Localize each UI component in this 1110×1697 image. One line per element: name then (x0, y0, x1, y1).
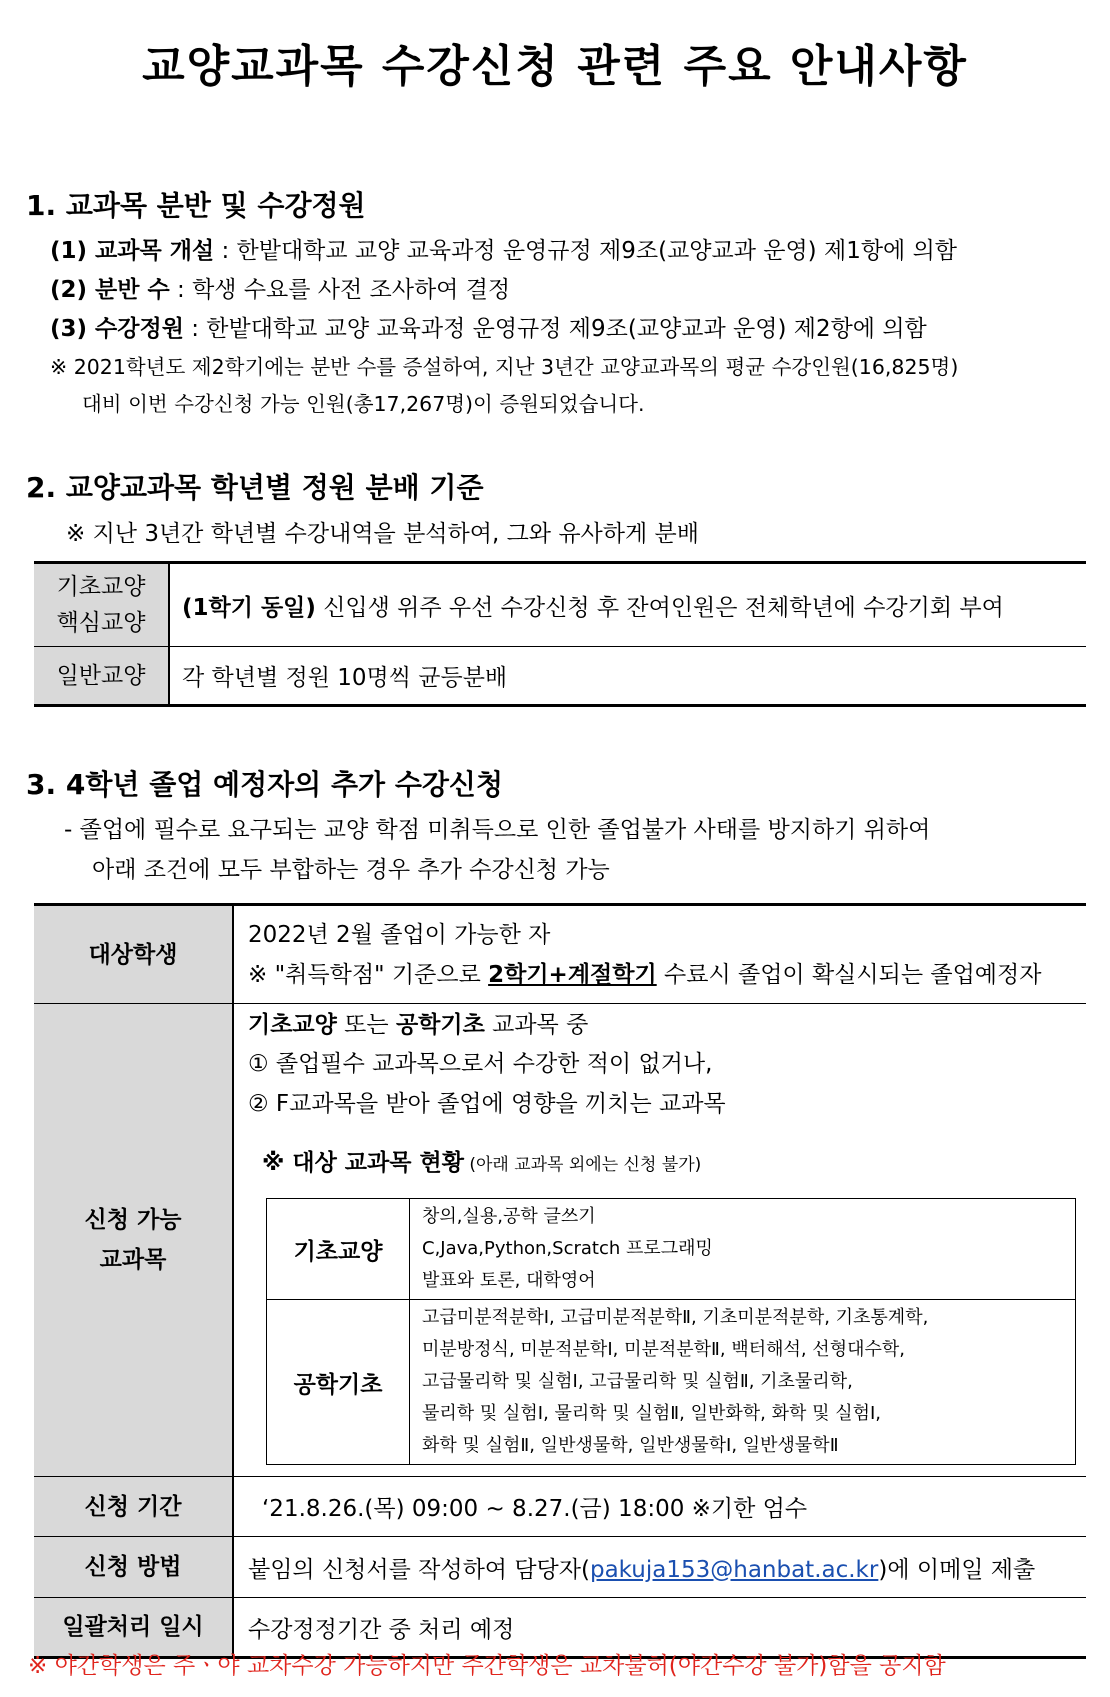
courses-line-3: ② F교과목을 받아 졸업에 영향을 끼치는 교과목 (248, 1091, 726, 1117)
section-1-item-3 (50, 310, 927, 343)
label-line: 교과목 (99, 1247, 167, 1273)
course-list-table (266, 1198, 1076, 1465)
text: 또는 (336, 1012, 396, 1038)
section-3-heading: 3. 4학년 졸업 예정자의 추가 수강신청 (26, 768, 504, 801)
grade-distribution-table (34, 561, 1086, 707)
row-label: 일반교양 (34, 647, 169, 706)
category-courses (410, 1199, 1076, 1300)
eng-emphasis: 공학기초 (395, 1012, 485, 1038)
value-text: 신입생 위주 우선 수강신청 후 잔여인원은 전체학년에 수강기회 부여 (315, 594, 1004, 621)
label-core: 핵심교양 (56, 610, 146, 636)
row-value (169, 563, 1086, 647)
target-value (233, 905, 1086, 1004)
courses-subheading (262, 1146, 1085, 1182)
additional-registration-table (34, 903, 1086, 1659)
category-courses (410, 1300, 1076, 1465)
row-value: 각 학년별 정원 10명씩 균등분배 (169, 647, 1086, 706)
courses-line-1 (248, 1006, 1085, 1044)
item-label: (3) 수강정원 (50, 316, 184, 342)
row-label (34, 563, 169, 647)
section-1-heading: 1. 교과목 분반 및 수강정원 (26, 189, 366, 222)
section-1-note-2: 대비 이번 수강신청 가능 인원(총17,267명)이 증원되었습니다. (82, 392, 645, 416)
item-text: : 한밭대학교 교양 교육과정 운영규정 제9조(교양교과 운영) 제1항에 의함 (214, 238, 958, 264)
course-line: 물리학 및 실험Ⅰ, 물리학 및 실험Ⅱ, 일반화학, 화학 및 실험Ⅰ, (422, 1403, 882, 1424)
footer-notice: ※ 야간학생은 주ㆍ야 교차수강 가능하지만 주간학생은 교차불허(야간수강 불가)함을 공지함 (28, 1653, 946, 1679)
section-1-item-2 (50, 271, 510, 304)
section-1-note-1: ※ 2021학년도 제2학기에는 분반 수를 증설하여, 지난 3년간 교양교과목의 평균 수강인원(16,825명) (50, 355, 959, 379)
method-value (233, 1537, 1086, 1598)
text: 수료시 졸업이 확실시되는 졸업예정자 (656, 961, 1042, 988)
text: 붙임의 신청서를 작성하여 담당자( (248, 1556, 590, 1583)
section-1-item-1 (50, 232, 957, 265)
section-3-desc-1: - 졸업에 필수로 요구되는 교양 학점 미취득으로 인한 졸업불가 사태를 방지하기 위하여 (64, 817, 931, 843)
text: )에 이메일 제출 (878, 1556, 1036, 1583)
table-row (267, 1300, 1076, 1465)
process-label: 일괄처리 일시 (34, 1598, 233, 1658)
target-label: 대상학생 (34, 905, 233, 1004)
target-line-1: 2022년 2월 졸업이 가능한 자 (248, 921, 551, 948)
section-3-desc-2: 아래 조건에 모두 부합하는 경우 추가 수강신청 가능 (92, 857, 610, 883)
course-line: 고급물리학 및 실험Ⅰ, 고급물리학 및 실험Ⅱ, 기초물리학, (422, 1371, 853, 1392)
course-line: 화학 및 실험Ⅱ, 일반생물학, 일반생물학Ⅰ, 일반생물학Ⅱ (422, 1435, 839, 1456)
category-label: 기초교양 (267, 1199, 410, 1300)
method-label: 신청 방법 (34, 1537, 233, 1598)
table-row (34, 1537, 1086, 1598)
basic-emphasis: 기초교양 (248, 1012, 337, 1038)
category-label: 공학기초 (267, 1300, 410, 1465)
item-label: (1) 교과목 개설 (50, 238, 215, 264)
semester-emphasis: 2학기+계절학기 (488, 961, 657, 988)
table-row (34, 1004, 1086, 1477)
label-line: 신청 가능 (84, 1207, 182, 1233)
item-label: (2) 분반 수 (50, 277, 170, 303)
courses-label (34, 1004, 233, 1477)
period-label: 신청 기간 (34, 1477, 233, 1537)
table-row (34, 905, 1086, 1004)
period-value: ‘21.8.26.(목) 09:00 ~ 8.27.(금) 18:00 ※기한 엄수 (233, 1477, 1086, 1537)
page-title: 교양교과목 수강신청 관련 주요 안내사항 (142, 41, 968, 92)
text: ※ 대상 교과목 현황 (262, 1150, 464, 1176)
course-line: 발표와 토론, 대학영어 (422, 1270, 596, 1291)
section-2-heading: 2. 교양교과목 학년별 정원 분배 기준 (26, 471, 484, 504)
table-row (34, 1477, 1086, 1537)
text: (아래 교과목 외에는 신청 불가) (463, 1155, 702, 1175)
course-line: C,Java,Python,Scratch 프로그래밍 (422, 1238, 713, 1259)
process-value: 수강정정기간 중 처리 예정 (233, 1598, 1086, 1658)
course-line: 고급미분적분학Ⅰ, 고급미분적분학Ⅱ, 기초미분적분학, 기초통계학, (422, 1307, 929, 1328)
table-row (34, 563, 1086, 647)
text: ※ "취득학점" 기준으로 (248, 961, 489, 988)
label-basic: 기초교양 (56, 574, 146, 600)
table-row (34, 647, 1086, 706)
item-text: : 학생 수요를 사전 조사하여 결정 (169, 277, 511, 303)
semester-note: (1학기 동일) (182, 594, 316, 621)
course-line: 미분방정식, 미분적분학Ⅰ, 미분적분학Ⅱ, 백터해석, 선형대수학, (422, 1339, 905, 1360)
courses-value (233, 1004, 1086, 1477)
section-2-note: ※ 지난 3년간 학년별 수강내역을 분석하여, 그와 유사하게 분배 (66, 521, 699, 547)
item-text: : 한밭대학교 교양 교육과정 운영규정 제9조(교양교과 운영) 제2항에 의함 (183, 316, 927, 342)
table-row (267, 1199, 1076, 1300)
courses-line-2: ① 졸업필수 교과목으로서 수강한 적이 없거나, (248, 1051, 713, 1077)
target-line-2 (248, 955, 1085, 995)
course-line: 창의,실용,공학 글쓰기 (422, 1206, 596, 1227)
text: 교과목 중 (484, 1012, 589, 1038)
email-link[interactable]: pakuja153@hanbat.ac.kr (589, 1556, 879, 1583)
